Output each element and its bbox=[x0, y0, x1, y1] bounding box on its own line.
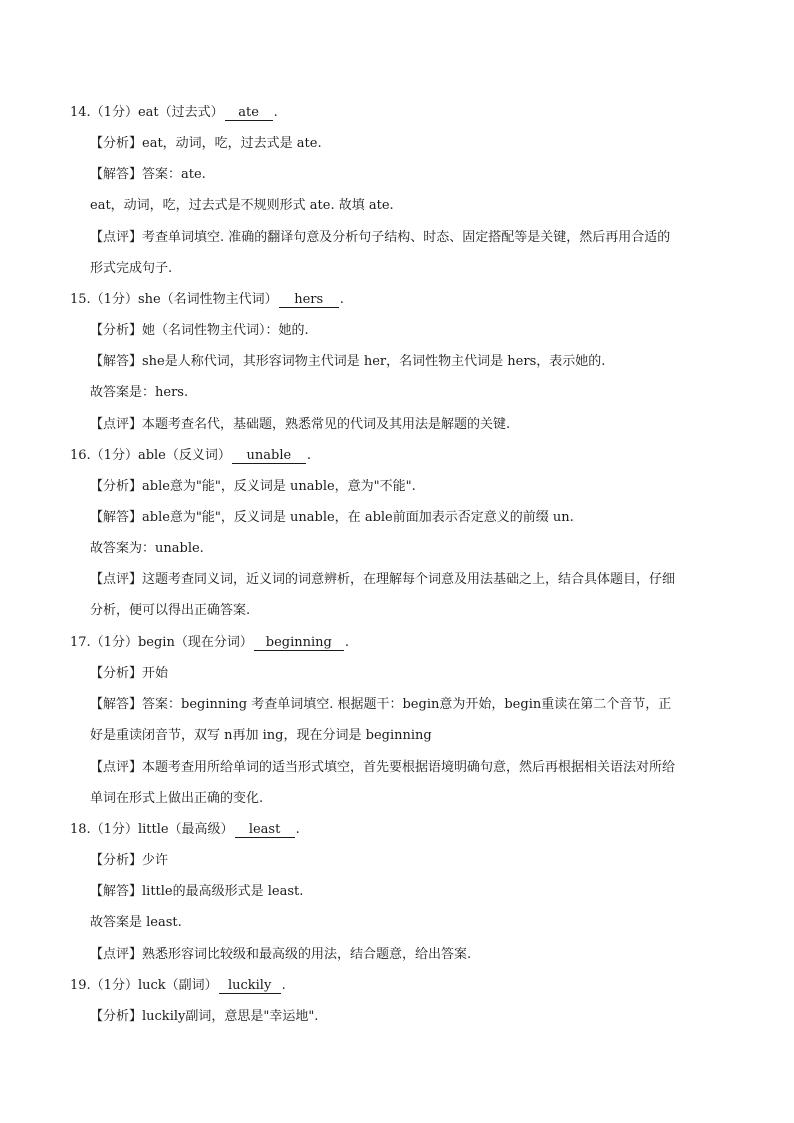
comment-text: 【点评】熟悉形容词比较级和最高级的用法，结合题意，给出答案. bbox=[90, 947, 472, 962]
comment-text-cont: 单词在形式上做出正确的变化. bbox=[90, 791, 264, 806]
question-punct: . bbox=[295, 822, 300, 837]
question-18-stem bbox=[70, 821, 300, 839]
analysis-text: 【分析】开始 bbox=[90, 666, 169, 681]
question-16-stem bbox=[70, 447, 311, 465]
answer-blank: ate bbox=[225, 105, 273, 121]
question-14-stem bbox=[70, 104, 278, 122]
solution-text-cont: 好是重读闭音节，双写 n再加 ing，现在分词是 beginning bbox=[90, 728, 432, 743]
answer-blank: hers bbox=[279, 292, 339, 308]
question-punct: . bbox=[281, 978, 286, 993]
answer-blank: luckily bbox=[219, 978, 281, 994]
solution-text: 【解答】able意为"能"，反义词是 unable，在 able前面加表示否定意义的前缀 un. bbox=[90, 510, 574, 525]
solution-text: 【解答】little的最高级形式是 least. bbox=[90, 884, 304, 899]
question-text: 14.（1分）eat（过去式） bbox=[70, 105, 224, 120]
analysis-text: 【分析】luckily副词，意思是"幸运地". bbox=[90, 1009, 319, 1024]
question-text: 19.（1分）luck（副词） bbox=[70, 978, 218, 993]
answer-blank: beginning bbox=[254, 635, 344, 651]
question-punct: . bbox=[344, 635, 349, 650]
analysis-text: 【分析】eat，动词，吃，过去式是 ate. bbox=[90, 136, 322, 151]
solution-text: 【解答】she是人称代词，其形容词物主代词是 her，名词性物主代词是 hers，表示她的. bbox=[90, 354, 606, 369]
question-15-stem bbox=[70, 291, 344, 309]
comment-text: 【点评】本题考查用所给单词的适当形式填空，首先要根据语境明确句意，然后再根据相关语法对所给 bbox=[90, 760, 676, 775]
solution-text: 【解答】答案：beginning 考查单词填空. 根据题干：begin意为开始，begin重读在第二个音节，正 bbox=[90, 697, 672, 712]
solution-detail: 故答案是 least. bbox=[90, 915, 182, 930]
question-text: 16.（1分）able（反义词） bbox=[70, 448, 231, 463]
solution-detail: 故答案为：unable. bbox=[90, 541, 204, 556]
solution-detail: 故答案是：hers. bbox=[90, 385, 189, 400]
analysis-text: 【分析】少许 bbox=[90, 853, 169, 868]
question-punct: . bbox=[306, 448, 312, 463]
answer-blank: unable bbox=[232, 448, 306, 464]
comment-text-cont: 分析，便可以得出正确答案. bbox=[90, 603, 251, 618]
question-19-stem bbox=[70, 977, 286, 995]
analysis-text: 【分析】able意为"能"，反义词是 unable，意为"不能". bbox=[90, 479, 416, 494]
question-punct: . bbox=[273, 105, 278, 120]
question-text: 18.（1分）little（最高级） bbox=[70, 822, 234, 837]
question-text: 15.（1分）she（名词性物主代词） bbox=[70, 292, 278, 307]
answer-blank: least bbox=[235, 822, 295, 838]
question-text: 17.（1分）begin（现在分词） bbox=[70, 635, 253, 650]
comment-text: 【点评】这题考查同义词，近义词的词意辨析，在理解每个词意及用法基础之上，结合具体题目，仔细 bbox=[90, 572, 676, 587]
solution-detail: eat，动词，吃，过去式是不规则形式 ate. 故填 ate. bbox=[90, 198, 394, 213]
comment-text: 【点评】考查单词填空. 准确的翻译句意及分析句子结构、时态、固定搭配等是关键，然后再用合适的 bbox=[90, 230, 671, 245]
comment-text-cont: 形式完成句子. bbox=[90, 261, 173, 276]
solution-text: 【解答】答案：ate. bbox=[90, 167, 206, 182]
question-17-stem bbox=[70, 634, 349, 652]
question-punct: . bbox=[339, 292, 344, 307]
comment-text: 【点评】本题考查名代，基础题，熟悉常见的代词及其用法是解题的关键. bbox=[90, 417, 511, 432]
analysis-text: 【分析】她（名词性物主代词）：她的. bbox=[90, 323, 309, 338]
